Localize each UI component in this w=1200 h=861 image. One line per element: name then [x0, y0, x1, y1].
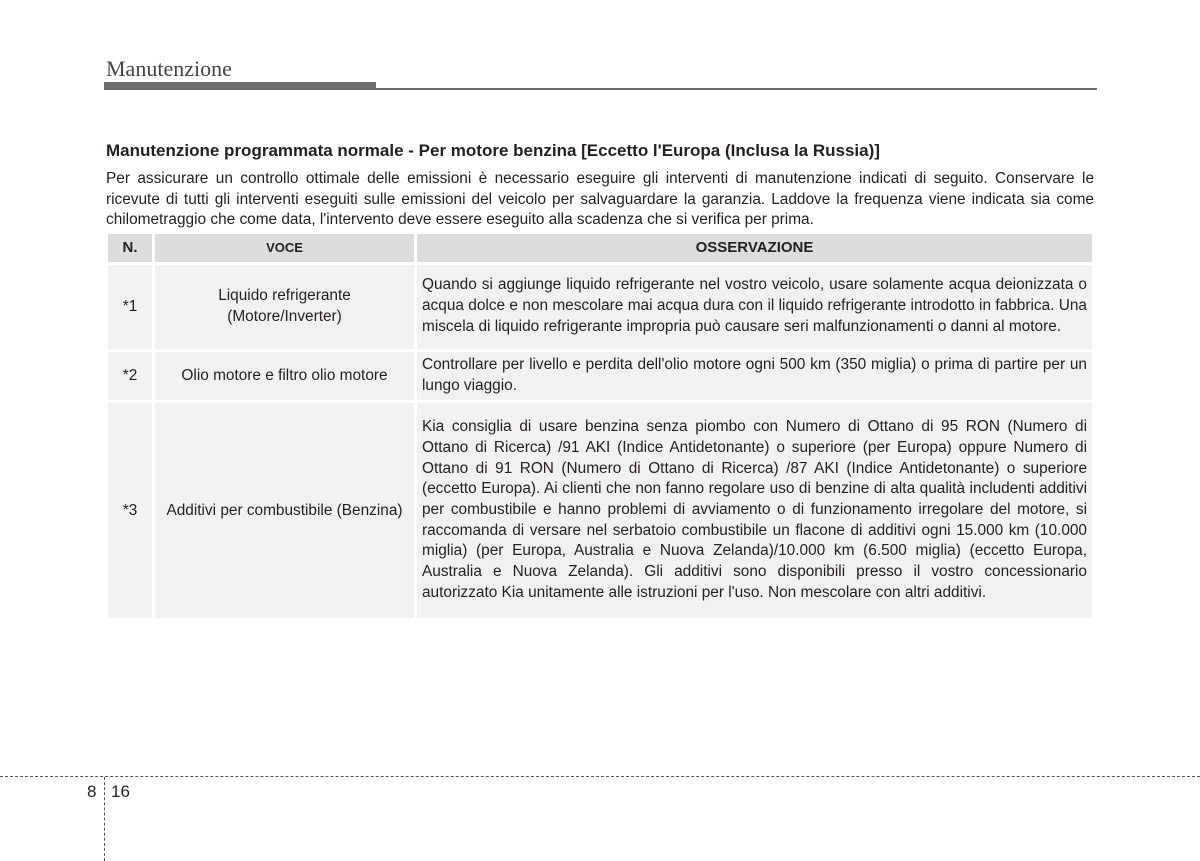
footer-vertical-dashed-rule: [104, 777, 105, 861]
header-rule-thick: [104, 82, 376, 90]
row-number: *2: [108, 352, 152, 403]
row-number: *3: [108, 403, 152, 621]
table-header-row: [108, 234, 1092, 265]
table-row: [108, 403, 1092, 621]
intro-paragraph: Per assicurare un controllo ottimale delle emissioni è necessario eseguire gli interventi di manutenzione indicati di seguito. Conservare le ricevute di tutti gli interventi eseguiti sulle emissioni del veicolo per salvaguardare la garanzia. Laddove la frequenza viene indicata sia come chilometraggio che come data, l'intervento deve essere eseguito alla scadenza che si verifica per prima.: [106, 170, 1094, 229]
row-number: *1: [108, 265, 152, 352]
column-header-osservazione: OSSERVAZIONE: [417, 234, 1092, 265]
row-item: Liquido refrigerante (Motore/Inverter): [155, 265, 414, 352]
footer-dashed-rule: [0, 776, 1200, 777]
column-header-voce: VOCE: [155, 234, 414, 265]
row-note: Kia consiglia di usare benzina senza piombo con Numero di Ottano di 95 RON (Numero di Ottano di Ricerca) /91 AKI (Indice Antidetonante) o superiore (per Europa) oppure Numero di Ottano di 91 RON (Numero di Ottano di Ricerca) /87 AKI (Indice Antidetonante) o superiore (eccetto Europa). Ai clienti che non fanno regolare uso di benzine di alta qualità includenti additivi per combustibile e hanno problemi di avviamento o di funzionamento irregolare del motore, si raccomanda di versare nel serbatoio combustibile un flacone di additivi ogni 15.000 km (10.000 miglia) (per Europa, Australia e Nuova Zelanda)/10.000 km (6.500 miglia) (eccetto Europa, Australia e Nuova Zelanda). Gli additivi sono disponibili presso il vostro concessionario autorizzato Kia unitamente alle istruzioni per l'uso. Non mescolare con altri additivi.: [417, 403, 1092, 621]
maintenance-table: [105, 234, 1095, 621]
table-row: [108, 265, 1092, 352]
chapter-number: 8: [87, 782, 97, 801]
page-header-title: Manutenzione: [106, 56, 232, 81]
section-title: Manutenzione programmata normale - Per motore benzina [Eccetto l'Europa (Inclusa la Russia)]: [106, 141, 880, 160]
header-rule-thin: [376, 88, 1097, 90]
row-item: Olio motore e filtro olio motore: [155, 352, 414, 403]
row-note: Controllare per livello e perdita dell'olio motore ogni 500 km (350 miglia) o prima di partire per un lungo viaggio.: [417, 352, 1092, 403]
row-item: Additivi per combustibile (Benzina): [155, 403, 414, 621]
column-header-n: N.: [108, 234, 152, 265]
row-note: Quando si aggiunge liquido refrigerante nel vostro veicolo, usare solamente acqua deionizzata o acqua dolce e non mescolare mai acqua dura con il liquido refrigerante introdotto in fabbrica. Una miscela di liquido refrigerante impropria può causare seri malfunzionamenti o danni al motore.: [417, 265, 1092, 352]
page-number: 16: [111, 782, 130, 801]
table-row: [108, 352, 1092, 403]
